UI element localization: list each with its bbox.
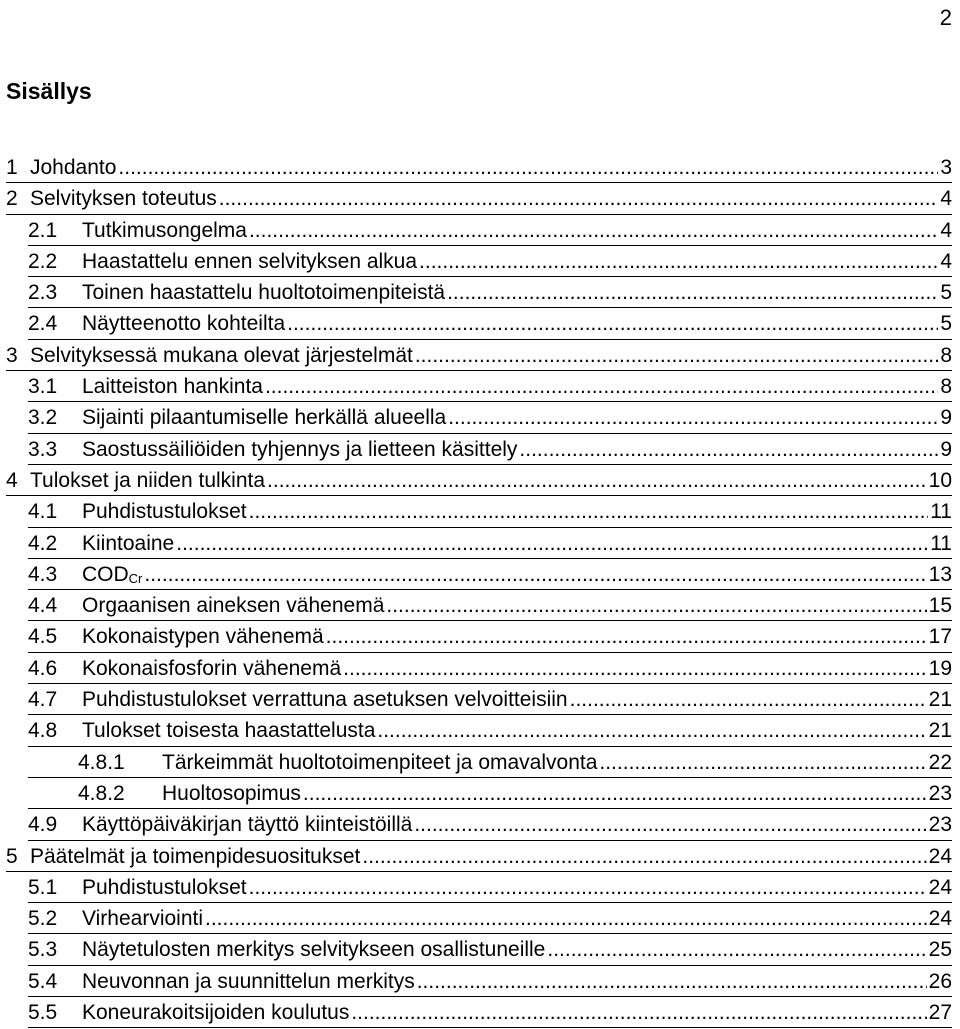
toc-dot-leader (249, 497, 929, 527)
toc-dot-leader (377, 716, 926, 746)
toc-entry-number: 5.5 (28, 1001, 58, 1025)
toc-dot-leader (448, 403, 938, 433)
toc-entry-title (82, 810, 412, 840)
toc-entry-title-text: Näytetulosten merkitys selvitykseen osallistuneille (82, 938, 546, 962)
toc-entry-title-text: Kokonaistypen vähenemä (82, 625, 324, 649)
toc-dot-leader (249, 873, 927, 903)
toc-entry-number: 4.3 (28, 562, 58, 586)
toc-entry[interactable] (0, 497, 960, 528)
toc-entry-page: 5 (940, 281, 952, 305)
toc-entry-title (30, 466, 265, 496)
toc-dot-leader (351, 998, 926, 1028)
toc-dot-leader (362, 842, 926, 872)
toc-entry-title-text: Tärkeimmät huoltotoimenpiteet ja omavalvonta (162, 750, 598, 774)
toc-entry-title-text: Selvityksessä mukana olevat järjestelmät (30, 343, 413, 367)
toc-dot-leader (415, 341, 938, 371)
toc-dot-leader (176, 529, 928, 559)
toc-entry-title (82, 622, 324, 652)
toc-entry-title-subscript: Cr (128, 570, 143, 586)
toc-entry-page: 23 (928, 813, 952, 837)
toc-entry-title (82, 497, 247, 527)
toc-entry-page: 5 (940, 312, 952, 336)
toc-entry-page: 4 (940, 249, 952, 273)
toc-entry-number: 3.1 (28, 375, 58, 399)
toc-entry[interactable] (0, 748, 960, 779)
toc-entry-title (82, 935, 545, 965)
toc-entry[interactable] (0, 435, 960, 466)
toc-entry-title (82, 309, 285, 339)
toc-entry-number: 3.3 (28, 437, 58, 461)
toc-entry[interactable] (0, 967, 960, 998)
toc-entry-title-text: Kokonaisfosforin vähenemä (82, 656, 342, 680)
toc-entry-title (82, 904, 203, 934)
page-number: 2 (939, 5, 952, 30)
toc-entry-number: 4.9 (28, 813, 58, 837)
toc-entry-page: 17 (928, 625, 952, 649)
toc-entry[interactable] (0, 466, 960, 497)
toc-entry-title (30, 842, 360, 872)
toc-entry[interactable] (0, 560, 960, 591)
toc-entry[interactable] (0, 873, 960, 904)
toc-entry-page: 8 (940, 343, 952, 367)
toc-entry-number: 5.2 (28, 907, 58, 931)
toc-dot-leader (343, 654, 926, 684)
toc-entry[interactable] (0, 685, 960, 716)
toc-entry-page: 24 (928, 875, 952, 899)
toc-entry-title-text: Orgaanisen aineksen vähenemä (82, 594, 385, 618)
toc-entry-page: 25 (928, 938, 952, 962)
toc-entry-page: 21 (928, 719, 952, 743)
toc-entry-number: 5.3 (28, 938, 58, 962)
toc-dot-leader (417, 967, 927, 997)
toc-entry-title (30, 153, 116, 183)
toc-entry-title-text: Kiintoaine (82, 531, 175, 555)
toc-entry-number: 3 (6, 343, 18, 367)
toc-heading: Sisällys (6, 78, 92, 104)
toc-entry-page: 10 (928, 468, 952, 492)
toc-entry-page: 19 (928, 656, 952, 680)
toc-entry-number: 4.1 (28, 500, 58, 524)
toc-dot-leader (447, 278, 938, 308)
toc-entry[interactable] (0, 341, 960, 372)
toc-entry-number: 4.6 (28, 656, 58, 680)
toc-entry[interactable] (0, 372, 960, 403)
toc-entry-page: 9 (940, 437, 952, 461)
toc-dot-leader (265, 372, 938, 402)
toc-entry-number: 1 (6, 156, 18, 179)
toc-entry-title-text: Neuvonnan ja suunnittelun merkitys (82, 969, 415, 993)
toc-entry[interactable] (0, 654, 960, 685)
toc-entry-number: 4.8.2 (78, 781, 125, 805)
toc-entry-page: 27 (928, 1001, 952, 1025)
toc-entry-title-text: Laitteiston hankinta (82, 375, 263, 399)
toc-entry-number: 4.5 (28, 625, 58, 649)
toc-dot-leader (118, 153, 938, 183)
toc-entry-page: 23 (928, 781, 952, 805)
toc-entry-title-text: Koneurakoitsijoiden koulutus (82, 1001, 350, 1025)
toc-entry-number: 2.3 (28, 281, 58, 305)
toc-dot-leader (599, 748, 926, 778)
toc-entry[interactable] (0, 779, 960, 810)
toc-entry-title (162, 779, 301, 809)
toc-entry-title-text: Sijainti pilaantumiselle herkällä alueella (82, 406, 447, 430)
toc-entry-title-text: Näytteenotto kohteilta (82, 312, 286, 336)
toc-entry-title (82, 435, 517, 465)
toc-entry-number: 5.1 (28, 875, 58, 899)
toc-entry[interactable] (0, 529, 960, 560)
toc-entry[interactable] (0, 216, 960, 247)
toc-entry[interactable] (0, 591, 960, 622)
toc-dot-leader (419, 247, 938, 277)
toc-entry-page: 3 (940, 156, 952, 179)
toc-entry-page: 26 (928, 969, 952, 993)
toc-entry-title (82, 685, 568, 715)
toc-dot-leader (249, 216, 938, 246)
toc-entry[interactable] (0, 998, 960, 1029)
toc-entry-page: 21 (928, 688, 952, 712)
toc-entry[interactable] (0, 935, 960, 966)
toc-dot-leader (547, 935, 926, 965)
toc-dot-leader (326, 622, 927, 652)
toc-entry[interactable] (0, 716, 960, 747)
toc-entry-number: 4.8 (28, 719, 58, 743)
toc-entry[interactable] (0, 810, 960, 841)
toc-entry-title (82, 998, 349, 1028)
toc-entry-title-text: Selvityksen toteutus (30, 187, 217, 211)
toc-entry[interactable] (0, 309, 960, 340)
toc-entry-page: 24 (928, 844, 952, 868)
toc-dot-leader (267, 466, 927, 496)
toc-entry-title (82, 654, 341, 684)
toc-entry[interactable] (0, 184, 960, 215)
toc-entry[interactable] (0, 153, 960, 184)
toc-entry-number: 4.7 (28, 688, 58, 712)
toc-entry-number: 2.2 (28, 249, 58, 273)
toc-entry-title-text: Päätelmät ja toimenpidesuositukset (30, 844, 361, 868)
toc-dot-leader (519, 435, 938, 465)
toc-entry[interactable] (0, 278, 960, 309)
toc-entry-number: 2 (6, 187, 18, 211)
toc-entry-title (82, 247, 417, 277)
toc-entry-title (30, 184, 217, 214)
toc-entry-title (162, 748, 597, 778)
toc-entry-title-text: Käyttöpäiväkirjan täyttö kiinteistöillä (82, 813, 413, 837)
toc-entry-number: 4.4 (28, 594, 58, 618)
toc-entry-title (82, 873, 247, 903)
toc-entry-title (82, 372, 263, 402)
toc-entry-title-text: Tutkimusongelma (82, 218, 247, 242)
toc-entry-title (30, 341, 413, 371)
toc-entry-title (82, 278, 445, 308)
toc-entry-page: 13 (928, 562, 952, 586)
toc-entry-title-text: Virhearviointi (82, 907, 204, 931)
toc-dot-leader (205, 904, 927, 934)
toc-entry[interactable] (0, 842, 960, 873)
toc-entry-title (82, 716, 375, 746)
toc-entry-title-text: COD (82, 562, 129, 586)
toc-entry[interactable] (0, 403, 960, 434)
toc-dot-leader (303, 779, 927, 809)
toc-entry-title-text: Tulokset toisesta haastattelusta (82, 719, 376, 743)
toc-entry-title (82, 216, 247, 246)
toc-dot-leader (386, 591, 926, 621)
toc-entry-page: 4 (940, 218, 952, 242)
table-of-contents (0, 153, 960, 1029)
toc-entry-number: 4 (6, 468, 18, 492)
toc-entry-title (82, 591, 384, 621)
toc-dot-leader (287, 309, 938, 339)
toc-entry-number: 5.4 (28, 969, 58, 993)
toc-dot-leader (414, 810, 926, 840)
toc-entry-page: 22 (928, 750, 952, 774)
toc-entry-number: 2.4 (28, 312, 58, 336)
toc-entry-number: 5 (6, 844, 18, 868)
toc-entry-title-text: Huoltosopimus (162, 781, 301, 805)
toc-dot-leader (219, 184, 939, 214)
toc-entry-number: 4.8.1 (78, 750, 125, 774)
toc-entry-title (82, 560, 142, 590)
toc-dot-leader (570, 685, 927, 715)
toc-entry-number: 2.1 (28, 218, 58, 242)
toc-entry-title-text: Saostussäiliöiden tyhjennys ja lietteen käsittely (82, 437, 518, 461)
toc-entry-title-text: Puhdistustulokset (82, 875, 247, 899)
toc-entry-page: 11 (930, 531, 952, 555)
toc-entry-title (82, 403, 446, 433)
toc-entry[interactable] (0, 247, 960, 278)
toc-entry-title (82, 967, 415, 997)
toc-entry-page: 4 (940, 187, 952, 211)
toc-entry-page: 24 (928, 907, 952, 931)
toc-entry-page: 15 (928, 594, 952, 618)
toc-entry-title-text: Puhdistustulokset verrattuna asetuksen velvoitteisiin (82, 688, 568, 712)
toc-entry-number: 4.2 (28, 531, 58, 555)
toc-entry-title-text: Tulokset ja niiden tulkinta (30, 468, 266, 492)
toc-entry[interactable] (0, 904, 960, 935)
toc-dot-leader (144, 560, 926, 590)
toc-entry[interactable] (0, 622, 960, 653)
toc-entry-page: 9 (940, 406, 952, 430)
toc-entry-title-text: Haastattelu ennen selvityksen alkua (82, 249, 418, 273)
toc-entry-page: 8 (940, 375, 952, 399)
toc-entry-title-text: Toinen haastattelu huoltotoimenpiteistä (82, 281, 446, 305)
toc-entry-title (82, 529, 174, 559)
toc-entry-title-text: Puhdistustulokset (82, 500, 247, 524)
toc-entry-number: 3.2 (28, 406, 58, 430)
toc-entry-title-text: Johdanto (30, 156, 117, 179)
toc-entry-page: 11 (930, 500, 952, 524)
